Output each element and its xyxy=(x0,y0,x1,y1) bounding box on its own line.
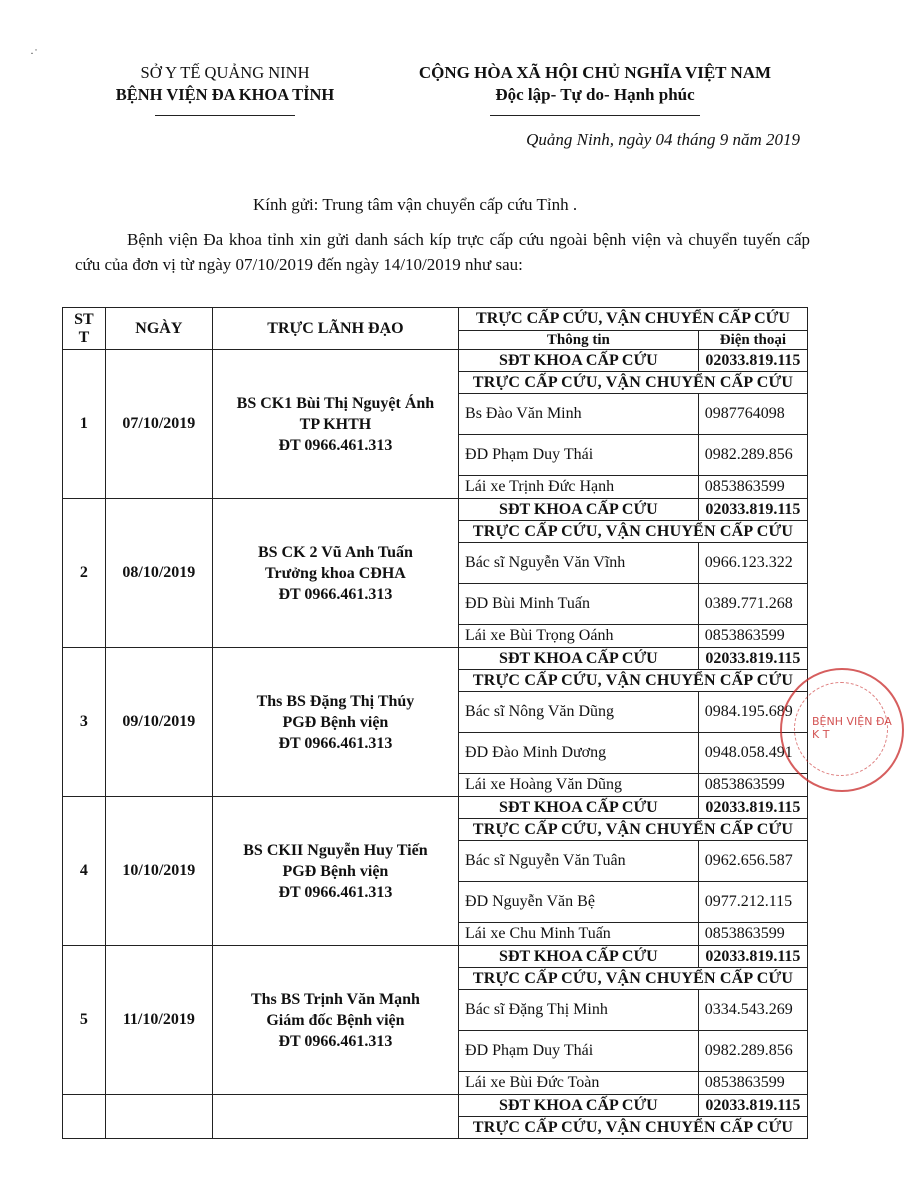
sdt-label: SĐT KHOA CẤP CỨU xyxy=(459,350,699,372)
nurse-name: ĐD Phạm Duy Thái xyxy=(459,1031,699,1072)
row-leader xyxy=(212,946,458,1095)
leader-phone: ĐT 0966.461.313 xyxy=(278,436,393,454)
driver-phone: 0853863599 xyxy=(698,923,807,946)
col-leader-header: TRỰC LÃNH ĐẠO xyxy=(212,308,458,350)
doctor-phone: 0984.195.689 xyxy=(698,692,807,733)
doctor-phone: 0987764098 xyxy=(698,394,807,435)
sdt-phone: 02033.819.115 xyxy=(698,797,807,819)
leader-name: BS CK1 Bùi Thị Nguyệt Ánh xyxy=(236,394,435,412)
leader-name: BS CK 2 Vũ Anh Tuấn xyxy=(257,543,413,561)
leader-phone: ĐT 0966.461.313 xyxy=(278,883,393,901)
nurse-name: ĐD Bùi Minh Tuấn xyxy=(459,584,699,625)
driver-name: Lái xe Chu Minh Tuấn xyxy=(459,923,699,946)
org-underline xyxy=(155,115,295,116)
section-label: TRỰC CẤP CỨU, VẬN CHUYỂN CẤP CỨU xyxy=(459,1117,808,1139)
sdt-label: SĐT KHOA CẤP CỨU xyxy=(459,946,699,968)
col-phone-header: Điện thoại xyxy=(698,331,807,350)
leader-phone: ĐT 0966.461.313 xyxy=(278,1032,393,1050)
doctor-phone: 0966.123.322 xyxy=(698,543,807,584)
col-group-header: TRỰC CẤP CỨU, VẬN CHUYỂN CẤP CỨU xyxy=(459,308,808,331)
driver-phone: 0853863599 xyxy=(698,476,807,499)
sdt-label: SĐT KHOA CẤP CỨU xyxy=(459,499,699,521)
sdt-label: SĐT KHOA CẤP CỨU xyxy=(459,648,699,670)
nurse-phone: 0982.289.856 xyxy=(698,435,807,476)
nurse-name: ĐD Nguyễn Văn Bệ xyxy=(459,882,699,923)
nation-line1: CỘNG HÒA XÃ HỘI CHỦ NGHĨA VIỆT NAM xyxy=(418,63,772,82)
leader-title: Giám đốc Bệnh viện xyxy=(266,1011,405,1029)
nurse-name: ĐD Đào Minh Dương xyxy=(459,733,699,774)
row-leader-empty xyxy=(212,1095,458,1139)
row-date: 08/10/2019 xyxy=(105,499,212,648)
org-line2: BỆNH VIỆN ĐA KHOA TỈNH xyxy=(115,85,335,104)
sdt-phone: 02033.819.115 xyxy=(698,1095,807,1117)
section-label: TRỰC CẤP CỨU, VẬN CHUYỂN CẤP CỨU xyxy=(459,968,808,990)
doctor-name: Bác sĩ Nguyễn Văn Tuân xyxy=(459,841,699,882)
duty-roster-table xyxy=(62,307,808,1139)
row-date: 09/10/2019 xyxy=(105,648,212,797)
table-row xyxy=(63,1095,808,1117)
driver-name: Lái xe Trịnh Đức Hạnh xyxy=(459,476,699,499)
driver-name: Lái xe Bùi Đức Toàn xyxy=(459,1072,699,1095)
driver-phone: 0853863599 xyxy=(698,774,807,797)
row-stt: 3 xyxy=(63,648,106,797)
leader-title: PGĐ Bệnh viện xyxy=(282,713,389,731)
leader-phone: ĐT 0966.461.313 xyxy=(278,734,393,752)
table-row xyxy=(63,350,808,372)
doctor-name: Bác sĩ Đặng Thị Minh xyxy=(459,990,699,1031)
row-date: 10/10/2019 xyxy=(105,797,212,946)
row-stt: 2 xyxy=(63,499,106,648)
leader-name: Ths BS Trịnh Văn Mạnh xyxy=(250,990,420,1008)
col-stt-header: ST T xyxy=(63,308,106,350)
table-row xyxy=(63,648,808,670)
col-info-header: Thông tin xyxy=(459,331,699,350)
roster-body xyxy=(63,350,808,1139)
row-stt-empty xyxy=(63,1095,106,1139)
leader-name: BS CKII Nguyễn Huy Tiến xyxy=(243,841,428,859)
row-leader xyxy=(212,350,458,499)
scan-speck: ·˙ xyxy=(30,46,38,60)
section-label: TRỰC CẤP CỨU, VẬN CHUYỂN CẤP CỨU xyxy=(459,521,808,543)
sdt-label: SĐT KHOA CẤP CỨU xyxy=(459,1095,699,1117)
driver-phone: 0853863599 xyxy=(698,1072,807,1095)
col-date-header: NGÀY xyxy=(105,308,212,350)
intro-paragraph: Bệnh viện Đa khoa tỉnh xin gửi danh sách kíp trực cấp cứu ngoài bệnh viện và chuyển tuyến cấp cứu của đơn vị từ ngày 07/10/2019 đến ngày 14/10/2019 như sau: xyxy=(75,230,810,274)
sdt-phone: 02033.819.115 xyxy=(698,648,807,670)
doctor-name: Bác sĩ Nguyễn Văn Vĩnh xyxy=(459,543,699,584)
section-label: TRỰC CẤP CỨU, VẬN CHUYỂN CẤP CỨU xyxy=(459,372,808,394)
org-header xyxy=(95,62,355,116)
row-leader xyxy=(212,648,458,797)
row-leader xyxy=(212,499,458,648)
nurse-name: ĐD Phạm Duy Thái xyxy=(459,435,699,476)
section-label: TRỰC CẤP CỨU, VẬN CHUYỂN CẤP CỨU xyxy=(459,670,808,692)
driver-name: Lái xe Bùi Trọng Oánh xyxy=(459,625,699,648)
row-stt: 1 xyxy=(63,350,106,499)
doctor-phone: 0334.543.269 xyxy=(698,990,807,1031)
sdt-phone: 02033.819.115 xyxy=(698,946,807,968)
row-leader xyxy=(212,797,458,946)
sdt-phone: 02033.819.115 xyxy=(698,350,807,372)
nation-underline xyxy=(490,115,700,116)
stamp-text: BỆNH VIỆN ĐA K T xyxy=(812,715,892,741)
doctor-phone: 0962.656.587 xyxy=(698,841,807,882)
nation-header xyxy=(395,62,795,116)
sdt-label: SĐT KHOA CẤP CỨU xyxy=(459,797,699,819)
leader-phone: ĐT 0966.461.313 xyxy=(278,585,393,603)
sdt-phone: 02033.819.115 xyxy=(698,499,807,521)
row-date-empty xyxy=(105,1095,212,1139)
row-date: 11/10/2019 xyxy=(105,946,212,1095)
red-seal-stamp xyxy=(780,668,904,792)
date-line: Quảng Ninh, ngày 04 tháng 9 năm 2019 xyxy=(526,130,800,149)
nurse-phone: 0948.058.491 xyxy=(698,733,807,774)
driver-phone: 0853863599 xyxy=(698,625,807,648)
leader-name: Ths BS Đặng Thị Thúy xyxy=(256,692,415,710)
section-label: TRỰC CẤP CỨU, VẬN CHUYỂN CẤP CỨU xyxy=(459,819,808,841)
leader-title: PGĐ Bệnh viện xyxy=(282,862,389,880)
nurse-phone: 0977.212.115 xyxy=(698,882,807,923)
row-stt: 4 xyxy=(63,797,106,946)
org-line1: SỞ Y TẾ QUẢNG NINH xyxy=(140,63,310,82)
table-row xyxy=(63,499,808,521)
table-row xyxy=(63,797,808,819)
nation-line2: Độc lập- Tự do- Hạnh phúc xyxy=(495,85,695,104)
doctor-name: Bs Đào Văn Minh xyxy=(459,394,699,435)
nurse-phone: 0982.289.856 xyxy=(698,1031,807,1072)
leader-title: Trưởng khoa CĐHA xyxy=(265,564,406,582)
table-row xyxy=(63,946,808,968)
row-date: 07/10/2019 xyxy=(105,350,212,499)
doctor-name: Bác sĩ Nông Văn Dũng xyxy=(459,692,699,733)
leader-title: TP KHTH xyxy=(299,415,372,433)
greeting: Kính gửi: Trung tâm vận chuyển cấp cứu Tỉnh . xyxy=(253,195,578,214)
row-stt: 5 xyxy=(63,946,106,1095)
nurse-phone: 0389.771.268 xyxy=(698,584,807,625)
driver-name: Lái xe Hoàng Văn Dũng xyxy=(459,774,699,797)
